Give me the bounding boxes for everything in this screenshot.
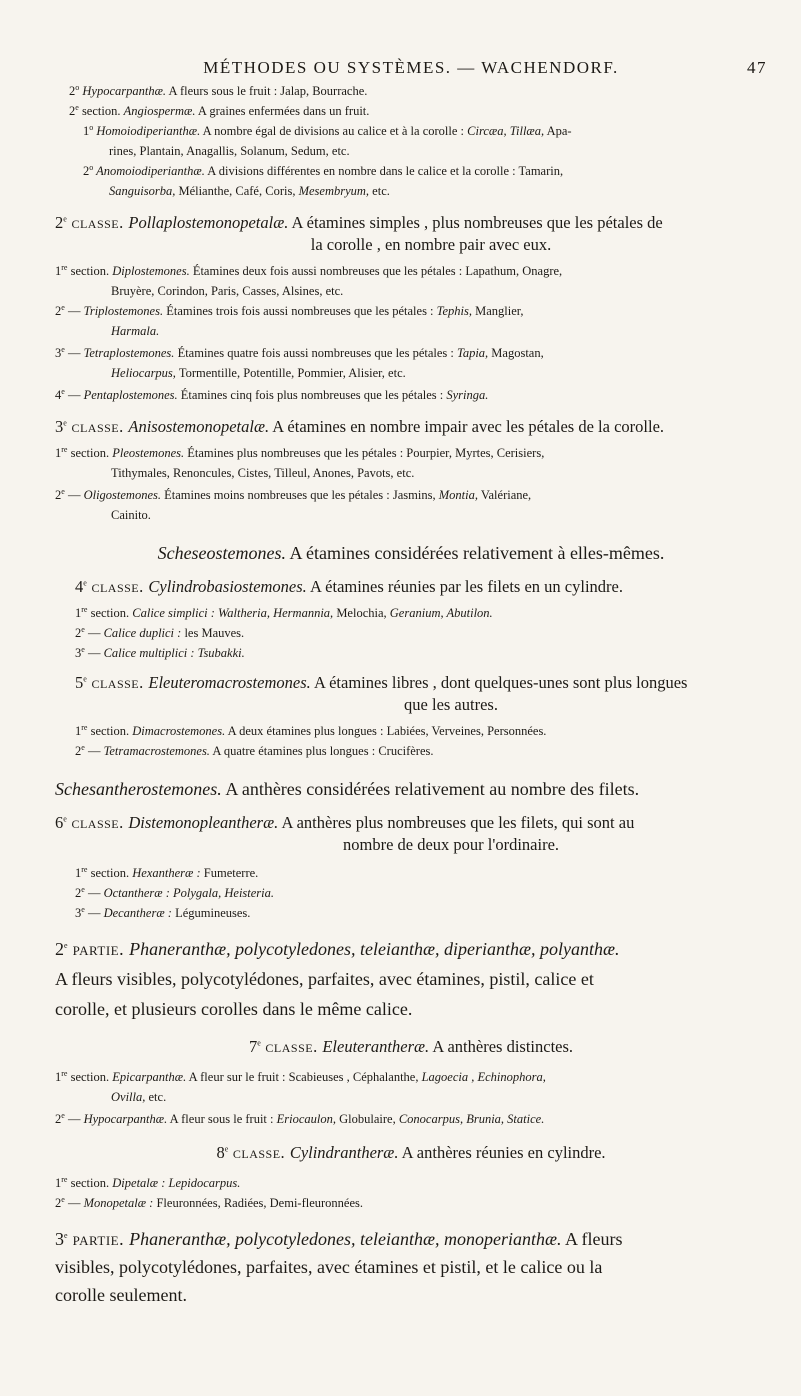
class-7-section-2: 2e — Hypocarpanthæ. A fleur sous le fruit : Eriocaulon, Globulaire, Conocarpus, Brunia, Statice. xyxy=(55,1110,545,1126)
class-6-section-1: 1re section. Hexantheræ : Fumeterre. xyxy=(75,864,259,880)
part-2-desc: A fleurs visibles, polycotylédones, parfaites, avec étamines, pistil, calice et xyxy=(55,969,594,989)
class-3-section-1: 1re section. Pleostemones. Étamines plus nombreuses que les pétales : Pourpier, Myrtes, Cerisiers, xyxy=(55,444,545,460)
part-2-heading: 2e partie. Phaneranthæ, polycotyledones, teleianthæ, diperianthæ, polyanthæ. xyxy=(55,939,620,959)
class-5-heading: 5e classe. Eleuteromacrostemones. A étamines libres , dont quelques-unes sont plus longues xyxy=(75,673,688,692)
entry-homoiodiperianthae: 1$^o$ Homoiodiperianthæ. A nombre égal de divisions au calice et à la corolle : Circæa, Tillæa, Apa- xyxy=(83,122,572,138)
class-6-heading-cont: nombre de deux pour l'ordinaire. xyxy=(342,835,560,854)
class-2-section-4: 4e — Pentaplostemones. Étamines cinq fois plus nombreuses que les pétales : Syringa. xyxy=(55,386,489,402)
class-2-section-2: 2e — Triplostemones. Étamines trois fois aussi nombreuses que les pétales : Tephis, Manglier, xyxy=(55,302,524,318)
entry-hypocarpanthae: 2$^o$ Hypocarpanthæ. A fleurs sous le fruit : Jalap, Bourrache. xyxy=(69,82,368,98)
class-2-section-3: 3e — Tetraplostemones. Étamines quatre fois aussi nombreuses que les pétales : Tapia, Magostan, xyxy=(55,344,544,360)
class-2-section-3-cont: Heliocarpus, Tormentille, Potentille, Pommier, Alisier, etc. xyxy=(111,366,406,380)
part-3-desc-cont: corolle seulement. xyxy=(55,1285,187,1305)
class-2-section-2-cont: Harmala. xyxy=(111,324,160,338)
class-3-section-1-cont: Tithymales, Renoncules, Cistes, Tilleul, Anones, Pavots, etc. xyxy=(111,466,415,480)
class-2-section-1: 1re section. Diplostemones. Étamines deux fois aussi nombreuses que les pétales : Lapathum, Onagre, xyxy=(55,262,563,278)
class-7-section-1-cont: Ovilla, etc. xyxy=(111,1090,167,1104)
entry-anomoiodiperianthae-cont: Sanguisorba, Mélianthe, Café, Coris, Mesembryum, etc. xyxy=(109,184,390,198)
part-3-desc: visibles, polycotylédones, parfaites, avec étamines et pistil, et le calice ou la xyxy=(55,1257,603,1277)
page-number: 47 xyxy=(747,58,767,77)
class-2-heading: 2e classe. Pollaplostemonopetalæ. A étamines simples , plus nombreuses que les pétales de xyxy=(55,213,663,232)
class-3-heading: 3e classe. Anisostemonopetalæ. A étamines en nombre impair avec les pétales de la corolle. xyxy=(55,417,665,436)
class-6-heading: 6e classe. Distemonopleantheræ. A anthères plus nombreuses que les filets, qui sont au xyxy=(55,813,635,832)
running-title: MÉTHODES OU SYSTÈMES. — WACHENDORF. xyxy=(203,58,619,77)
class-4-heading: 4e classe. Cylindrobasiostemones. A étamines réunies par les filets en un cylindre. xyxy=(75,577,623,596)
class-6-section-2: 2e — Octantheræ : Polygala, Heisteria. xyxy=(75,884,275,900)
class-2-section-1-cont: Bruyère, Corindon, Paris, Casses, Alsines, etc. xyxy=(111,284,344,298)
heading-schesantherostemones: Schesantherostemones. A anthères considérées relativement au nombre des filets. xyxy=(55,779,640,799)
heading-scheseostemones: Scheseostemones. A étamines considérées relativement à elles-mêmes. xyxy=(157,543,665,563)
class-4-section-2: 2e — Calice duplici : les Mauves. xyxy=(75,624,245,640)
part-2-desc-cont: corolle, et plusieurs corolles dans le même calice. xyxy=(55,999,413,1019)
class-3-section-2: 2e — Oligostemones. Étamines moins nombreuses que les pétales : Jasmins, Montia, Valériane, xyxy=(55,486,532,502)
class-8-section-2: 2e — Monopetalæ : Fleuronnées, Radiées, Demi-fleuronnées. xyxy=(55,1194,364,1210)
section-angiospermae: 2e section. Angiospermæ. A graines enfermées dans un fruit. xyxy=(69,102,370,118)
class-3-section-2-cont: Cainito. xyxy=(111,508,151,522)
entry-homoiodiperianthae-cont: rines, Plantain, Anagallis, Solanum, Sedum, etc. xyxy=(109,144,350,158)
class-7-heading: 7e classe. Eleuterantheræ. A anthères distinctes. xyxy=(248,1037,574,1056)
class-8-heading: 8e classe. Cylindrantheræ. A anthères réunies en cylindre. xyxy=(216,1143,606,1162)
class-5-section-1: 1re section. Dimacrostemones. A deux étamines plus longues : Labiées, Verveines, Personnées. xyxy=(75,722,547,738)
class-4-section-3: 3e — Calice multiplici : Tsubakki. xyxy=(75,644,245,660)
class-8-section-1: 1re section. Dipetalæ : Lepidocarpus. xyxy=(55,1174,241,1190)
class-5-heading-cont: que les autres. xyxy=(404,695,498,714)
class-5-section-2: 2e — Tetramacrostemones. A quatre étamines plus longues : Crucifères. xyxy=(75,742,434,758)
class-4-section-1: 1re section. Calice simplici : Waltheria, Hermannia, Melochia, Geranium, Abutilon. xyxy=(75,604,493,620)
part-3-heading: 3e partie. Phaneranthæ, polycotyledones, teleianthæ, monoperianthæ. A fleurs xyxy=(55,1229,623,1249)
class-2-heading-cont: la corolle , en nombre pair avec eux. xyxy=(310,235,552,254)
class-6-section-3: 3e — Decantheræ : Légumineuses. xyxy=(75,904,251,920)
running-head xyxy=(55,58,767,78)
entry-anomoiodiperianthae: 2$^o$ Anomoiodiperianthæ. A divisions différentes en nombre dans le calice et la corolle : Tamarin, xyxy=(83,162,564,178)
class-7-section-1: 1re section. Epicarpanthæ. A fleur sur le fruit : Scabieuses , Céphalanthe, Lagoecia , Echinophora, xyxy=(55,1068,546,1084)
